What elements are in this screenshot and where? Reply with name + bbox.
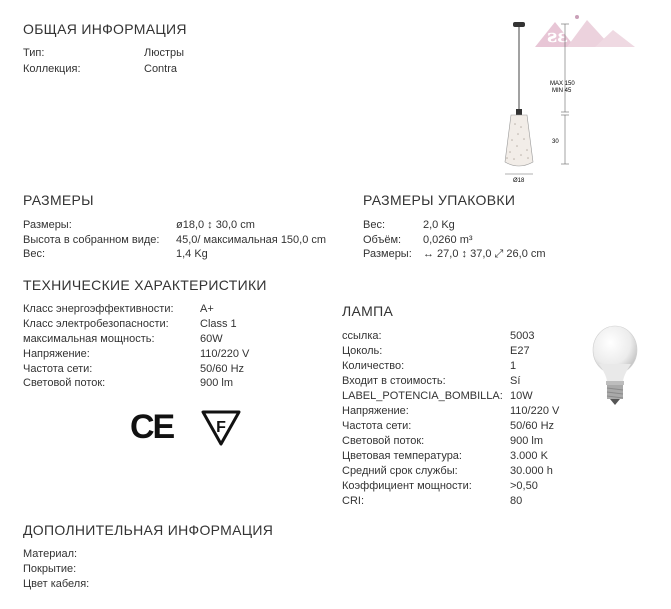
row-key: Световой поток: <box>23 377 106 389</box>
lamp-title: ЛАМПА <box>342 303 394 319</box>
row-key: максимальная мощность: <box>23 333 155 345</box>
row-value: 900 lm <box>200 377 234 389</box>
extra-title: ДОПОЛНИТЕЛЬНАЯ ИНФОРМАЦИЯ <box>23 522 274 538</box>
row-value: E27 <box>510 345 530 357</box>
row-key: Напряжение: <box>342 405 409 417</box>
row-value: ↔ 27,0 ↕ 37,0 ⤢ 26,0 cm <box>423 248 546 260</box>
row-value: A+ <box>200 303 214 315</box>
row-value: >0,50 <box>510 480 538 492</box>
row-key: Количество: <box>342 360 405 372</box>
row-key: Цоколь: <box>342 345 383 357</box>
tech-title: ТЕХНИЧЕСКИЕ ХАРАКТЕРИСТИКИ <box>23 277 267 293</box>
row-value: 110/220 V <box>510 405 560 417</box>
row-key: Тип: <box>23 47 45 59</box>
height-label: 30 <box>552 139 559 145</box>
row-key: Средний срок службы: <box>342 465 458 477</box>
diameter-label: Ø18 <box>513 178 525 182</box>
row-key: Вес: <box>23 248 46 260</box>
row-key: Высота в собранном виде: <box>23 234 160 246</box>
lamp-shade <box>505 115 533 166</box>
row-value: 50/60 Hz <box>200 363 245 375</box>
f-mark-letter: F <box>216 419 226 436</box>
row-value: 10W <box>510 390 533 402</box>
row-key: LABEL_POTENCIA_BOMBILLA: <box>342 390 503 402</box>
row-value: 900 lm <box>510 435 544 447</box>
row-value: 110/220 V <box>200 348 250 360</box>
brand-logo <box>535 15 635 47</box>
row-value: 30.000 h <box>510 465 553 477</box>
ce-mark-icon: CE <box>130 408 174 446</box>
svg-text:ƨε: ƨε <box>547 26 569 47</box>
row-value: 3.000 K <box>510 450 548 462</box>
general-title: ОБЩАЯ ИНФОРМАЦИЯ <box>23 21 187 37</box>
max-label: MAX 150 <box>550 81 575 87</box>
row-key: Материал: <box>23 548 78 560</box>
row-value: Class 1 <box>200 318 237 330</box>
row-value: Люстры <box>144 47 185 59</box>
f-mark-icon <box>200 408 242 448</box>
row-key: Цвет кабеля: <box>23 578 90 590</box>
row-key: Класс энергоэффективности: <box>23 303 174 315</box>
row-key: Размеры: <box>23 219 72 231</box>
row-value: 50/60 Hz <box>510 420 555 432</box>
row-value: 5003 <box>510 330 535 342</box>
row-key: CRI: <box>342 495 364 507</box>
row-key: Размеры: <box>363 248 412 260</box>
row-value: 2,0 Kg <box>423 219 455 231</box>
row-key: Напряжение: <box>23 348 90 360</box>
product-drawing <box>495 12 645 182</box>
lamp-holder <box>516 109 522 115</box>
row-key: Коллекция: <box>23 63 81 75</box>
row-value: 60W <box>200 333 223 345</box>
row-value: 45,0/ максимальная 150,0 cm <box>176 234 327 246</box>
bulb-image <box>585 320 645 410</box>
row-value: 1 <box>510 360 517 372</box>
row-key: Цветовая температура: <box>342 450 462 462</box>
canopy <box>513 22 525 27</box>
row-value: ø18,0 ↕ 30,0 cm <box>176 219 255 231</box>
row-key: Коэффициент мощности: <box>342 480 472 492</box>
row-value: Contra <box>144 63 178 75</box>
row-key: Вес: <box>363 219 386 231</box>
row-key: Покрытие: <box>23 563 77 575</box>
row-key: ссылка: <box>342 330 382 342</box>
row-key: Входит в стоимость: <box>342 375 446 387</box>
row-key: Класс электробезопасности: <box>23 318 169 330</box>
row-key: Частота сети: <box>342 420 412 432</box>
row-value: 1,4 Kg <box>176 248 208 260</box>
row-key: Световой поток: <box>342 435 425 447</box>
row-value: 80 <box>510 495 523 507</box>
sizes-title: РАЗМЕРЫ <box>23 192 94 208</box>
min-label: MIN 45 <box>552 88 572 94</box>
package-title: РАЗМЕРЫ УПАКОВКИ <box>363 192 516 208</box>
row-key: Частота сети: <box>23 363 93 375</box>
row-key: Объём: <box>363 234 402 246</box>
row-value: 0,0260 m³ <box>423 234 473 246</box>
row-value: Sí <box>510 375 521 387</box>
